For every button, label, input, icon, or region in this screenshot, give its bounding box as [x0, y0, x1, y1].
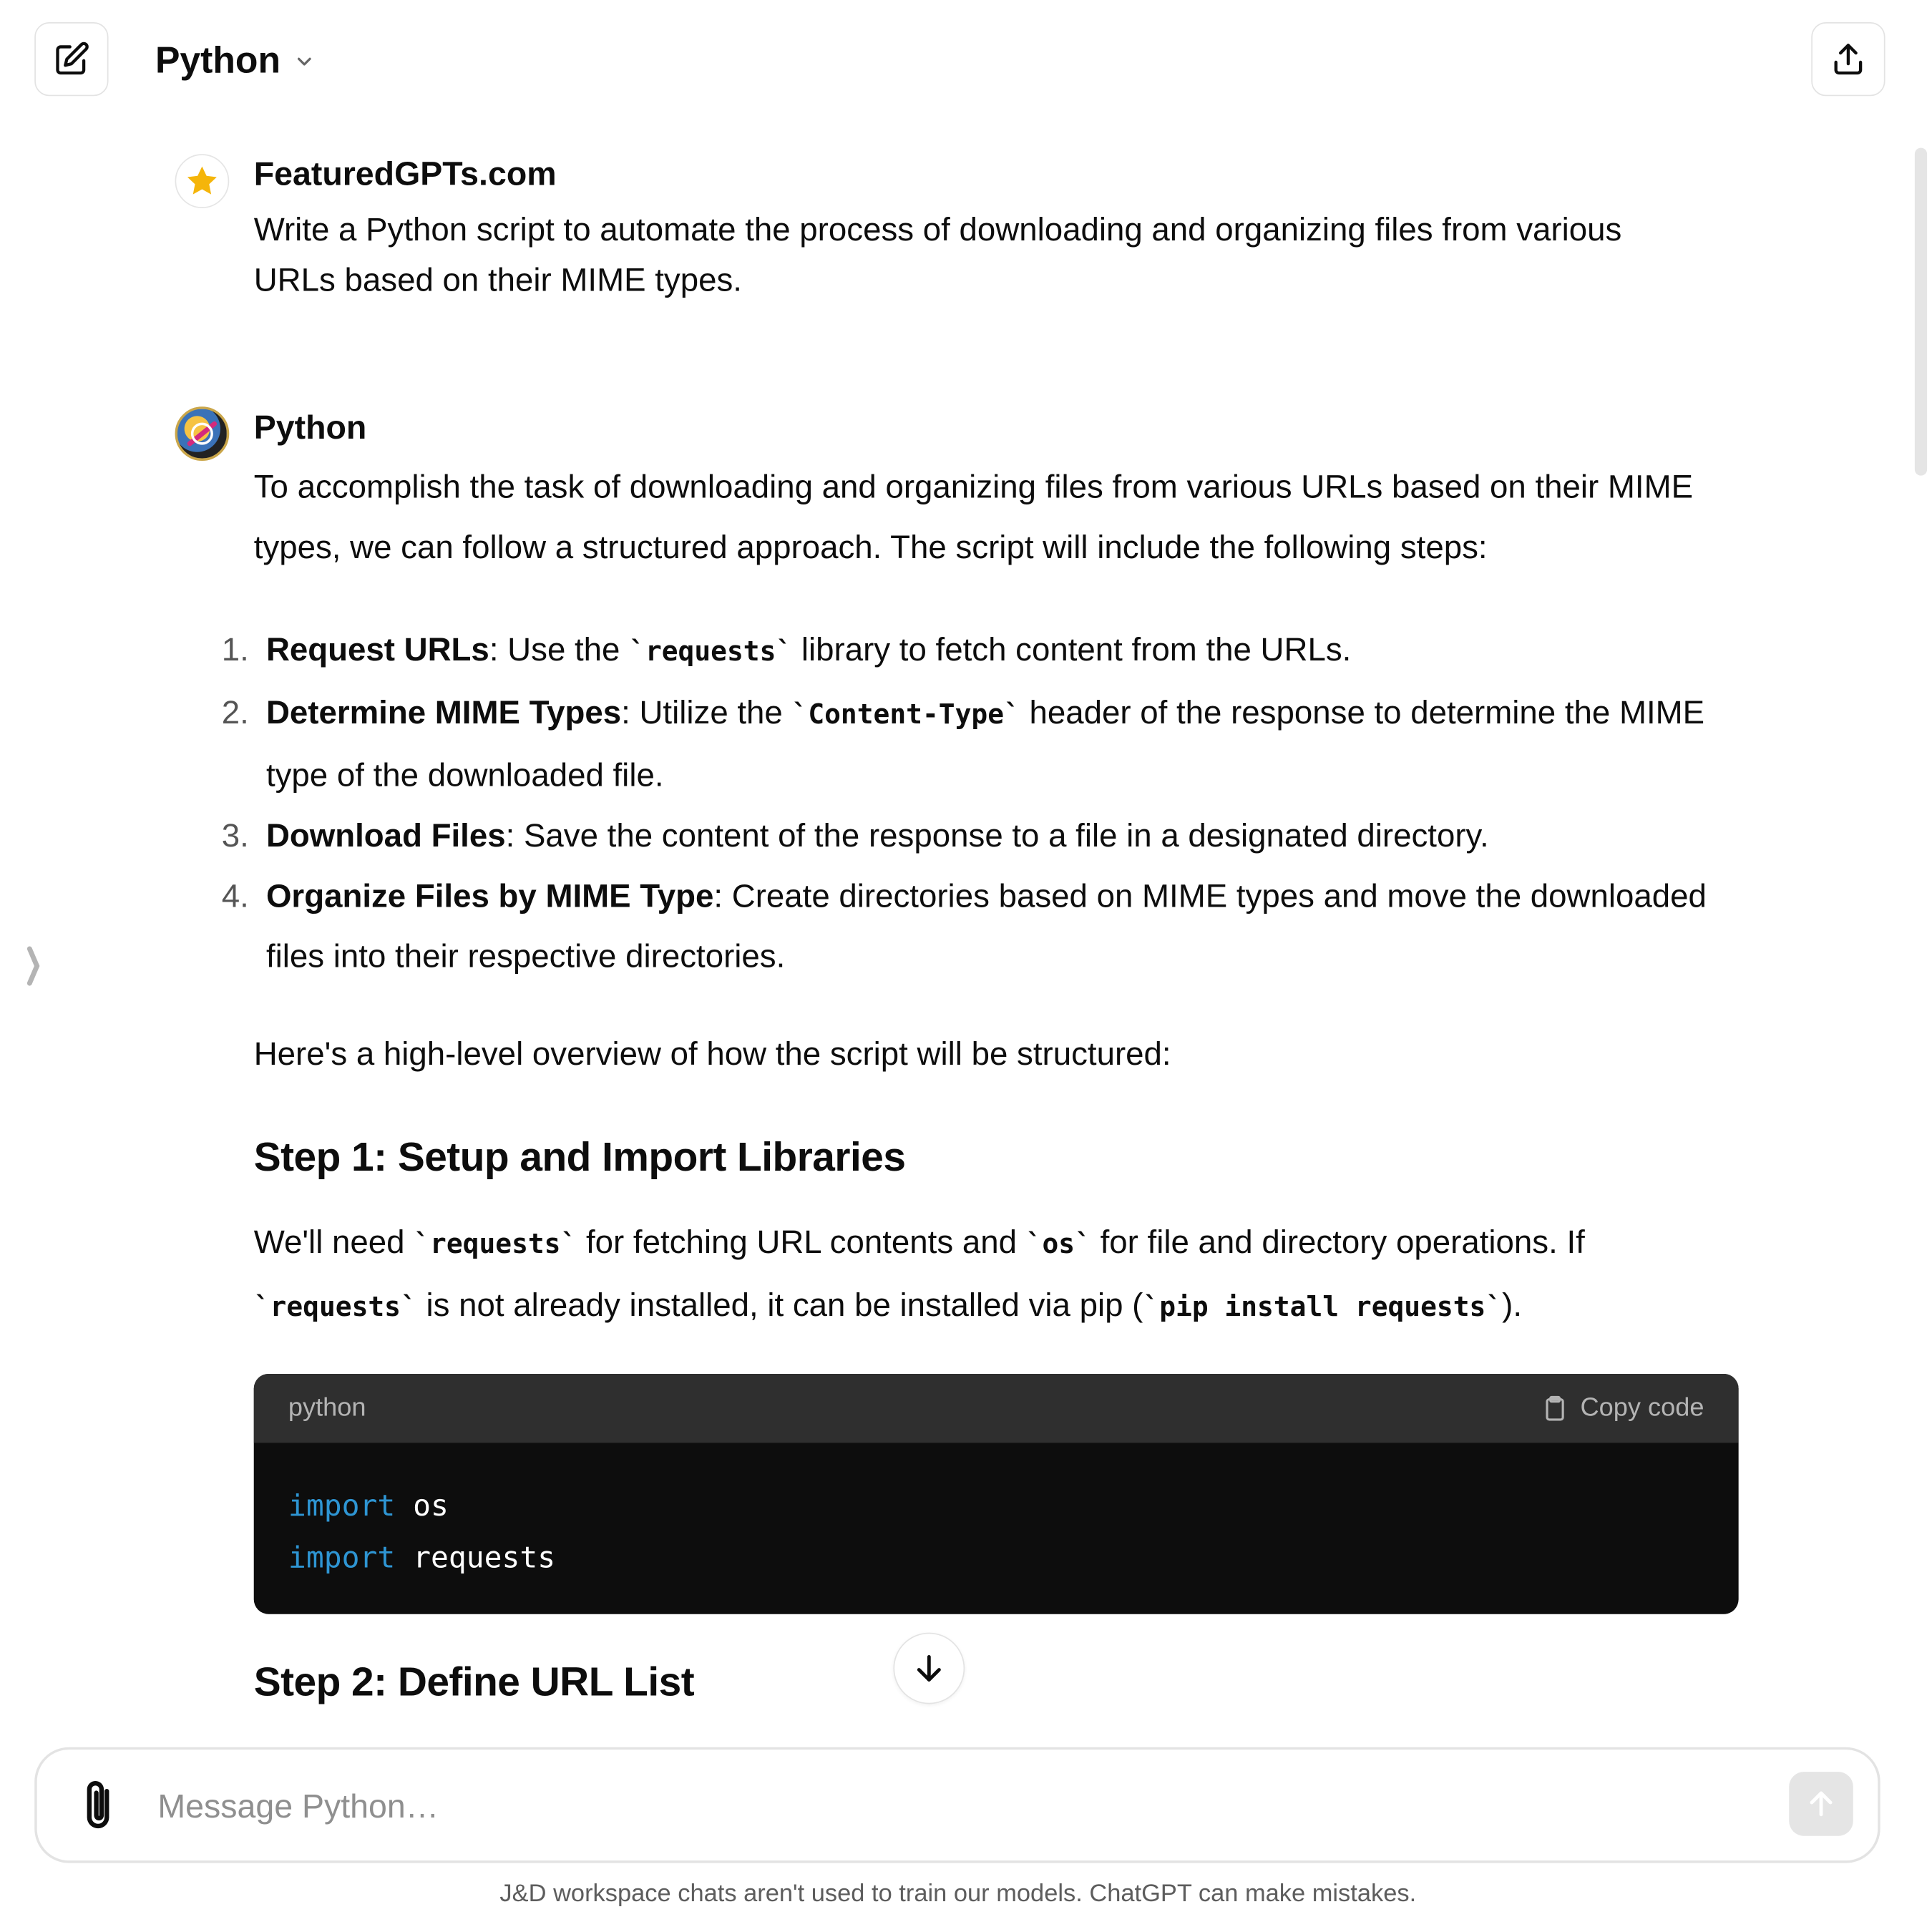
- text-span: for fetching URL contents and: [577, 1223, 1026, 1261]
- message-input[interactable]: [155, 1770, 1762, 1843]
- copy-code-button[interactable]: [1541, 1394, 1704, 1423]
- model-name: Python: [155, 40, 281, 82]
- scrollbar-thumb[interactable]: [1915, 148, 1927, 476]
- sidebar-toggle[interactable]: [24, 944, 44, 995]
- text-span: We'll need: [253, 1223, 414, 1261]
- user-avatar: [175, 154, 230, 208]
- model-selector[interactable]: [155, 34, 315, 89]
- text-span: ).: [1502, 1286, 1523, 1324]
- step1-heading: Step 1: Setup and Import Libraries: [253, 1133, 906, 1179]
- step-title: Organize Files by MIME Type: [265, 877, 714, 914]
- inline-code: `os`: [1025, 1229, 1091, 1261]
- step-text: header of the response to determine the MIME type of the downloaded file.: [265, 693, 1705, 794]
- scroll-to-bottom-button[interactable]: [893, 1633, 965, 1704]
- user-message-text: Write a Python script to automate the process of downloading and organizing files from various URLs based on their MIME types.: [253, 210, 1622, 298]
- step-text: : Create directories based on MIME types and move the downloaded files into their respective directories.: [265, 877, 1707, 975]
- message-composer: [34, 1747, 1880, 1863]
- code-line: [288, 1480, 1704, 1531]
- new-chat-icon: [53, 41, 90, 78]
- code-keyword: import: [288, 1540, 396, 1575]
- list-number: 1.: [221, 630, 249, 668]
- step-text: : Save the content of the response to a file in a designated directory.: [505, 816, 1489, 854]
- list-item: [221, 806, 1732, 866]
- code-text: requests: [395, 1540, 556, 1575]
- arrow-down-icon: [912, 1651, 946, 1685]
- code-line: [288, 1531, 1704, 1583]
- list-item: [221, 867, 1732, 987]
- user-author-name: FeaturedGPTs.com: [253, 155, 557, 192]
- text-span: is not already installed, it can be installed via pip (: [416, 1286, 1143, 1324]
- step-text: : Use the: [489, 630, 630, 668]
- chevron-down-icon: [293, 51, 315, 73]
- inline-code: `pip install requests`: [1143, 1292, 1503, 1324]
- code-header: [254, 1374, 1739, 1443]
- text-span: for file and directory operations. If: [1091, 1223, 1585, 1261]
- list-number: 3.: [221, 816, 249, 854]
- step-text: library to fetch content from the URLs.: [792, 630, 1352, 668]
- code-content[interactable]: [254, 1443, 1739, 1614]
- steps-list: [221, 620, 1732, 987]
- inline-code: `requests`: [629, 637, 793, 668]
- attach-button[interactable]: [79, 1775, 121, 1843]
- code-language: python: [288, 1393, 366, 1423]
- inline-code: `Content-Type`: [791, 700, 1020, 731]
- footer-disclaimer: J&D workspace chats aren't used to train our models. ChatGPT can make mistakes.: [499, 1880, 1417, 1908]
- list-item: [221, 620, 1732, 683]
- inline-code: `requests`: [414, 1229, 577, 1261]
- code-text: os: [395, 1488, 449, 1523]
- step-title: Request URLs: [265, 630, 489, 668]
- list-item: [221, 683, 1732, 806]
- paperclip-icon: [79, 1775, 121, 1836]
- python-avatar-icon: [175, 406, 230, 461]
- step-title: Determine MIME Types: [265, 693, 622, 731]
- code-keyword: import: [288, 1488, 396, 1523]
- share-button[interactable]: [1811, 22, 1885, 96]
- clipboard-icon: [1541, 1394, 1568, 1423]
- list-number: 4.: [221, 877, 249, 914]
- copy-code-label: Copy code: [1580, 1393, 1704, 1423]
- step2-heading: Step 2: Define URL List: [253, 1658, 695, 1704]
- arrow-up-icon: [1805, 1788, 1838, 1820]
- step1-text: [254, 1212, 1720, 1338]
- overview-text: Here's a high-level overview of how the script will be structured:: [253, 1035, 1171, 1073]
- send-button[interactable]: [1789, 1772, 1853, 1836]
- inline-code: `requests`: [253, 1292, 417, 1324]
- code-block: [254, 1374, 1739, 1614]
- assistant-author-name: Python: [253, 409, 367, 447]
- step-text: : Utilize the: [621, 693, 792, 731]
- share-icon: [1830, 41, 1867, 78]
- assistant-intro: To accomplish the task of downloading and organizing files from various URLs based on their MIME types, we can follow a structured approach. The script will include the following steps:: [253, 468, 1694, 566]
- step-title: Download Files: [265, 816, 506, 854]
- star-icon: [184, 162, 221, 200]
- new-chat-button[interactable]: [34, 22, 108, 96]
- list-number: 2.: [221, 693, 249, 731]
- sidebar-toggle-icon: [24, 944, 44, 988]
